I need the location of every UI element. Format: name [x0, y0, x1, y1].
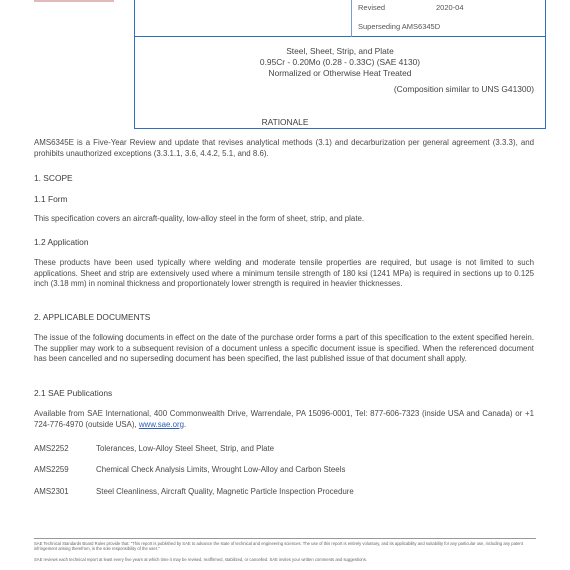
header-column-divider	[351, 0, 352, 37]
revised-label: Revised	[358, 3, 386, 12]
header-divider	[134, 36, 546, 37]
reference-code: AMS2259	[34, 465, 69, 474]
reference-title: Chemical Check Analysis Limits, Wrought Low-Alloy and Carbon Steels	[96, 465, 346, 474]
applicable-documents-text: The issue of the following documents in effect on the date of the purchase order forms a part of this specification to the extent specified herein. The supplier may work to a subsequent revision of a document unless a specific document issue is specified. When the referenced document has been cancelled and no superseding document has been specified, the last published issue of that document shall apply.	[34, 333, 534, 364]
applicable-documents-heading: 2. APPLICABLE DOCUMENTS	[34, 312, 151, 322]
logo-fragment	[34, 0, 114, 2]
form-text: This specification covers an aircraft-quality, low-alloy steel in the form of sheet, strip, and plate.	[34, 214, 365, 223]
application-heading: 1.2 Application	[34, 237, 89, 247]
reference-row	[34, 444, 534, 456]
reference-title: Steel Cleanliness, Aircraft Quality, Magnetic Particle Inspection Procedure	[96, 487, 354, 496]
reference-row	[34, 465, 534, 477]
reference-row	[34, 487, 534, 499]
footer-divider	[34, 538, 536, 539]
scope-heading: 1. SCOPE	[34, 173, 73, 183]
reference-title: Tolerances, Low-Alloy Steel Sheet, Strip, and Plate	[96, 444, 275, 453]
footer-disclaimer: SAE Technical Standards Board Rules provide that: "This report is published by SAE to advance the state of technical and engineering sciences. The use of this report is entirely voluntary, and its applicability and suitability for any particular use, including any patent infringement arising therefrom, is the sole responsibility of the user."	[34, 541, 523, 552]
footer-review-note: SAE reviews each technical report at least every five years at which time it may be revised, reaffirmed, stabilized, or cancelled. SAE invites your written comments and suggestions.	[34, 557, 367, 562]
title-line-2: 0.95Cr - 0.20Mo (0.28 - 0.33C) (SAE 4130)	[259, 57, 421, 67]
title-line-3: Normalized or Otherwise Heat Treated	[268, 68, 412, 78]
rationale-text: AMS6345E is a Five-Year Review and update that revises analytical methods (3.1) and decarburization per general agreement (3.3.3), and prohibits unauthorized exceptions (3.3.1.1, 3.6, 4.4.2, 5.1, and 8.6).	[34, 138, 534, 158]
application-text: These products have been used typically where welding and moderate tensile properties are required, but usage is not limited to such applications. Sheet and strip are extensively used where a minimum tensile strength of 180 ksi (1241 MPa) is required in sections up to 0.125 inch (3.18 mm) in nominal thickness and proportionately lower strength is required in heavier thicknesses.	[34, 258, 534, 289]
form-heading: 1.1 Form	[34, 194, 68, 204]
reference-code: AMS2301	[34, 487, 69, 496]
reference-code: AMS2252	[34, 444, 69, 453]
sae-publications-heading: 2.1 SAE Publications	[34, 388, 113, 398]
availability-sentence: Available from SAE International, 400 Commonwealth Drive, Warrendale, PA 15096-0001, Tel: 877-606-7323 (inside USA and Canada) or +1 724-776-4970 (outside USA),	[34, 409, 534, 429]
title-line-4: (Composition similar to UNS G41300)	[393, 84, 534, 94]
revised-date: 2020-04	[436, 3, 464, 12]
rationale-heading: RATIONALE	[261, 117, 309, 127]
sae-website-link[interactable]: www.sae.org	[138, 419, 185, 429]
title-line-1: Steel, Sheet, Strip, and Plate	[286, 46, 394, 56]
availability-text: Available from SAE International, 400 Commonwealth Drive, Warrendale, PA 15096-0001, Tel: 877-606-7323 (inside USA and Canada) or +1 724-776-4970 (outside USA), www.sae.org.	[34, 409, 534, 429]
document-title	[134, 46, 546, 79]
superseding-note: Superseding AMS6345D	[358, 22, 441, 31]
